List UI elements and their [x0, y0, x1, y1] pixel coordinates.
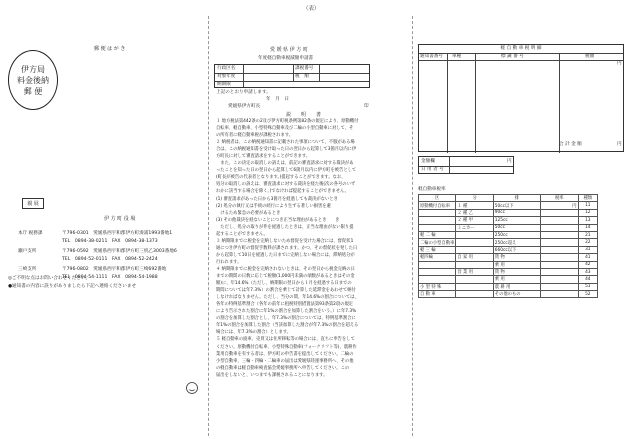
rate-code: 12 — [578, 209, 597, 216]
subtotal-unit: 円 — [617, 142, 622, 147]
rate-code: 51 — [578, 283, 597, 290]
seal-mark: 印 — [364, 104, 369, 109]
application-form — [214, 64, 370, 88]
postage-seal — [8, 50, 58, 110]
rate-group — [419, 217, 456, 224]
office-2-address: 〒796-0592 愛媛県西宇和郡伊方町三机乙3003番地6 — [62, 249, 177, 254]
vehicle-detail-table — [418, 44, 624, 152]
table-row — [419, 239, 598, 246]
rate-value — [540, 209, 578, 216]
office-2-phone: TEL 0894-52-0111 FAX 0894-52-2424 — [62, 257, 158, 262]
rate-value — [540, 224, 578, 231]
table-row — [419, 209, 598, 216]
table-row — [419, 202, 598, 209]
rate-value — [540, 268, 578, 275]
rate-header-code: 種類 — [578, 195, 597, 202]
subtotal-row — [418, 138, 624, 152]
postal-label: 郵 便 は が き — [94, 46, 126, 52]
amount-label: 金額欄 — [421, 159, 435, 164]
rate-kind — [456, 246, 493, 253]
seal-line-1: 伊方局 — [21, 64, 45, 74]
rate-header-division: 分 — [456, 195, 493, 202]
panel-divider-right — [412, 16, 413, 436]
date-label: 日 用 者 号 — [421, 167, 444, 172]
rate-group — [419, 276, 456, 283]
rate-spec: 農 耕 用 — [493, 283, 540, 290]
office-1-name: 本庁 税務課 — [18, 231, 43, 236]
office-2-name: 瀬戸支所 — [18, 249, 37, 254]
rate-code: 41 — [578, 254, 597, 261]
rate-kind — [456, 283, 493, 290]
office-1-phone: TEL 0894-38-0211 FAX 0894-38-1373 — [62, 239, 158, 244]
form-label-tax-number: 課税番号 — [295, 66, 314, 71]
rate-value — [540, 217, 578, 224]
rate-code: 22 — [578, 239, 597, 246]
rate-code: 11 — [578, 202, 597, 209]
rate-code: 31 — [578, 246, 597, 253]
rate-kind: ２ 種 乙 — [456, 209, 493, 216]
rate-table — [418, 194, 598, 298]
rate-header-category: 区 — [419, 195, 456, 202]
form-label-tax-amount: 税 額 — [295, 74, 309, 79]
rate-spec: 125cc — [493, 217, 540, 224]
rate-group: 軽四輪 — [419, 254, 456, 261]
confirm-text: 上記のとおり申請します。 — [216, 90, 271, 95]
rate-header-row — [419, 195, 598, 202]
rate-group: 自 動 車 — [419, 291, 456, 298]
rate-value — [540, 291, 578, 298]
rate-spec: 乗 用 — [493, 261, 540, 268]
rate-group: 原動機付自転車 — [419, 202, 456, 209]
vehicle-yen-unit: 円 — [617, 61, 622, 66]
left-panel — [8, 16, 204, 434]
rate-kind — [456, 291, 493, 298]
rate-code: 44 — [578, 276, 597, 283]
rate-group: 軽 二 輪 — [419, 231, 456, 238]
rate-spec: 250cc — [493, 231, 540, 238]
rate-group — [419, 209, 456, 216]
table-row — [419, 254, 598, 261]
office-3-phone: TEL 0894-54-1111 FAX 0894-54-1988 — [62, 275, 158, 280]
rate-kind: 自 家 用 — [456, 254, 493, 261]
rate-group — [419, 224, 456, 231]
rate-code: 13 — [578, 217, 597, 224]
confidential-stamp — [22, 198, 44, 209]
rate-spec: 50cc — [493, 224, 540, 231]
rate-value — [540, 231, 578, 238]
table-row — [419, 217, 598, 224]
vehicle-header-notice: 通知書番号 — [420, 54, 443, 59]
rate-code: 21 — [578, 231, 597, 238]
rate-group: 二輪の小型自動車 — [420, 240, 455, 246]
rate-value — [540, 261, 578, 268]
rate-kind — [456, 261, 493, 268]
table-row — [419, 276, 598, 283]
rate-group: 軽 三 輪 — [419, 246, 456, 253]
rate-value — [540, 276, 578, 283]
rate-kind — [456, 276, 493, 283]
rate-header-displacement: 排 — [493, 195, 540, 202]
rate-code: 14 — [578, 224, 597, 231]
rate-value — [540, 239, 578, 246]
rate-spec: 250cc超え — [493, 239, 540, 246]
rate-code: 42 — [578, 261, 597, 268]
doc-title: 年度軽自動車税減額申請書 — [258, 56, 314, 61]
date-text: 年 月 日 — [266, 97, 289, 102]
smiley-icon — [185, 380, 199, 394]
subtotal-label: 合 計 金 額 — [559, 142, 582, 147]
rate-value: 円 — [540, 202, 578, 209]
form-label-district: 行政区名 — [217, 66, 236, 71]
explanation-title: 説 明 書 — [286, 112, 322, 118]
table-row — [419, 283, 598, 290]
page-header: （表） — [303, 6, 320, 12]
rate-group: 小 型 特 殊 — [419, 283, 456, 290]
rate-group — [419, 261, 456, 268]
rate-kind: ２ 種 甲 — [456, 217, 493, 224]
vehicle-header-type: 車種 — [452, 54, 462, 59]
form-label-deadline: 納期限 — [217, 82, 231, 87]
office-title: 伊 方 町 役 場 — [104, 216, 136, 222]
rate-group — [419, 268, 456, 275]
mayor-text: 愛媛県伊方町長 — [228, 104, 261, 109]
rate-title: 軽自動車税率 — [418, 187, 446, 192]
rate-spec: その他のもの — [493, 291, 540, 298]
seal-line-2: 料金後納 — [17, 75, 49, 85]
seal-line-3: 郵 便 — [23, 86, 43, 96]
rate-kind: 営 業 用 — [456, 268, 493, 275]
rate-kind — [456, 231, 493, 238]
rate-spec: 貨 物 — [493, 268, 540, 275]
correction-note: ●通知書の内容に誤りがありましたら下記へ連絡くださいませ — [8, 284, 137, 289]
table-row — [419, 231, 598, 238]
table-row — [419, 268, 598, 275]
vehicle-header-plate: 標 識 番 号 — [501, 54, 524, 59]
table-row — [419, 291, 598, 298]
rate-spec: 乗 用 — [493, 276, 540, 283]
rate-code: 52 — [578, 291, 597, 298]
vehicle-header-tax: 税額 — [585, 54, 595, 59]
rate-spec: 貨 物 — [493, 254, 540, 261]
explanation-body: １ 地方税法第442条の2及び伊方町税条例第82条の規定により、原動機付 自転車、軽自動車、小型特殊自動車及び二輪の小型自動車に対して、そ の所有者に軽自動車税が課税されます。 ２ 納税者は、この納税通知書に記載された事項について、不服がある場 合は、この納税通知書を受け取った日の翌日から起算して3箇月以内に伊 方町長に対して審査請求をすることができます。 また、この決定の取消しの訴えは、前記の審査請求に対する裁決があ ったことを知った日の翌日から起算して6箇月以内に伊方町を被告として (町長が被告の代表者となります。)提起することができます。なお、 処分の取消しの訴えは、審査請求に対する裁決を経た後(次の各号のいず れかに該当する場合を除く。)でなければ提起することができません。 (1) 審査請求があった日から3箇月を経過しても裁決がないとき (2) 処分の執行又は手続の続行により生ずる著しい損害を避 けるため緊急の必要があるとき (3) その他裁決を経ないことにつき正当な理由があるとき き ただし、処分の取りが件を経過したときは、正当な理由がない限り提 起することができません。 ３ 納期限までに税金を完納しないため督促を受けた場合には、督促状1 通につき伊方町の督促手数料が課されます。かつ、その督促状を発した日 から起算して10日を経過した日までに完納しない場合には、滞納処分が 行われます。 ４ 納期限までに税金を完納されないときは、その翌日から税金完納の日 までの期間の日数に応じて税額(1,000円未満の端数があるときはその金 額)に、年14.6%（ただし、納期限の翌日から１月を経過する日までの 期間については年7.3%）の割合を乗じて計算した延滞金をあわせて納付 しなければなりません。ただし、当分の間、年14.6%の割合については、 各年の特例基準割合（各年の前年に租税特別措置法第93条第2項の規定 により告示された割合に年1%の割合を加算した割合をいう。）に年7.3% の割合を加算した割合とし、年7.3%の割合については、特例基準割合に 年1%の割合を加算した割合（当該加算した割合が年7.3%の割合を超える 場合には、年7.3%の割合）とします。 ５ 軽自動車の廃車、売買又は住所移転等の場合には、直ちに申告をして ください。原動機付自転車、小型特殊自動車(フォークリフト等)、農耕作 業用自動車を有する者は、伊方町の申告書を提出してください。二輪の 小型自動車、三輪・四輪・二輪車の届出は愛媛県陸運事務所へ、その他 の軽自動車は軽自動車検査協会愛媛事務所へ申告してください。この 届出をしないと、いつまでも課税されることになります。 — [216, 119, 359, 378]
office-3-address: 〒796-0802 愛媛県西宇和郡伊方町三崎692番地 — [62, 267, 167, 272]
rate-value — [540, 246, 578, 253]
inquiry-note: ◎ご不明な点はお問い合わせください。 — [8, 276, 91, 281]
rate-value — [540, 254, 578, 261]
rate-code: 43 — [578, 268, 597, 275]
amount-unit: 円 — [507, 159, 512, 164]
rate-spec: 50cc以下 — [493, 202, 540, 209]
rate-spec: 660cc以下 — [493, 246, 540, 253]
confidential-stamp-label: 親 展 — [27, 201, 39, 207]
rate-kind — [456, 239, 493, 246]
rate-header-rate: 税率 — [540, 195, 578, 202]
table-row — [419, 246, 598, 253]
office-1-address: 〒796-0301 愛媛県西宇和郡伊方町湊浦1993番地1 — [62, 231, 173, 236]
vehicle-title: 軽 自 動 車 税 明 細 — [500, 46, 542, 51]
rate-kind: ミニカー — [456, 224, 493, 231]
panel-divider-left — [208, 16, 209, 436]
office-3-name: 三崎支所 — [18, 267, 37, 272]
rate-spec: 90cc — [493, 209, 540, 216]
table-row — [419, 224, 598, 231]
rate-kind: １ 種 — [456, 202, 493, 209]
form-label-year: 対象年度 — [217, 74, 236, 79]
amount-box — [418, 156, 514, 174]
org-title: 愛 媛 県 伊 方 町 — [270, 47, 308, 53]
rate-value — [540, 283, 578, 290]
table-row — [419, 261, 598, 268]
